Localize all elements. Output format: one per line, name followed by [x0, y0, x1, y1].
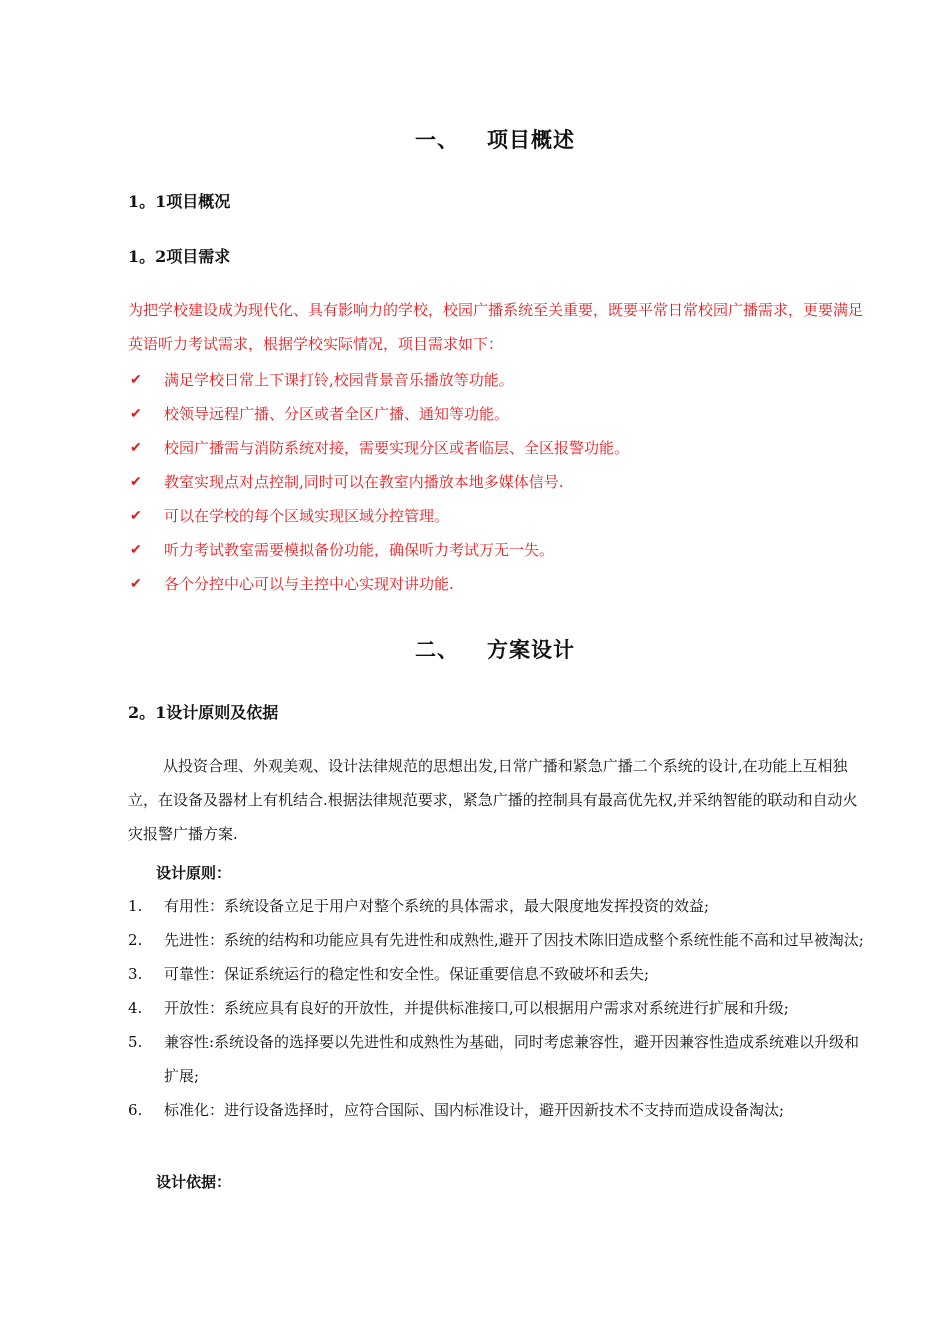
list-item: 6. 标准化：进行设备选择时，应符合国际、国内标准设计，避开因新技术不支持而造成设备淘汰;	[128, 1101, 785, 1119]
list-item: 5. 兼容性:系统设备的选择要以先进性和成熟性为基础，同时考虑兼容性，避开因兼容性造成系统难以升级和扩展;	[128, 1033, 860, 1085]
checkmark-icon: ✔	[130, 406, 142, 422]
subsection-2-1-heading: 2。1设计原则及依据	[128, 703, 279, 722]
list-item: ✔ 满足学校日常上下课打铃,校园背景音乐播放等功能。	[128, 363, 629, 397]
list-item: ✔ 听力考试教室需要模拟备份功能，确保听力考试万无一失。	[128, 533, 629, 567]
requirements-intro: 为把学校建设成为现代化、具有影响力的学校，校园广播系统至关重要，既要平常日常校园广播需求，更要满足英语听力考试需求，根据学校实际情况，项目需求如下：	[128, 301, 864, 353]
checkmark-icon: ✔	[130, 508, 142, 524]
section-1-title: 项目概述	[487, 127, 575, 152]
section-1-heading	[0, 124, 950, 154]
checkmark-icon: ✔	[130, 474, 142, 490]
section-2-heading	[0, 634, 950, 664]
section-2-title: 方案设计	[487, 637, 575, 662]
list-item: ✔ 校园广播需与消防系统对接，需要实现分区或者临层、全区报警功能。	[128, 431, 629, 465]
list-item: ✔ 教室实现点对点控制,同时可以在教室内播放本地多媒体信号.	[128, 465, 629, 499]
requirements-list	[128, 363, 629, 601]
subsection-1-2-heading: 1。2项目需求	[128, 247, 231, 266]
list-item: ✔ 校领导远程广播、分区或者全区广播、通知等功能。	[128, 397, 629, 431]
principles-list	[128, 889, 868, 1127]
section-2-number: 二、	[415, 637, 459, 662]
subsection-1-1-heading: 1。1项目概况	[128, 192, 231, 211]
design-paragraph: 从投资合理、外观美观、设计法律规范的思想出发,日常广播和紧急广播二个系统的设计,在功能上互相独立，在设备及器材上有机结合.根据法律规范要求，紧急广播的控制具有最高优先权,并采纳智能的联动和自动火灾报警广播方案.	[128, 757, 858, 843]
list-item: 2. 先进性：系统的结构和功能应具有先进性和成熟性,避开了因技术陈旧造成整个系统性能不高和过早被淘汰;	[128, 931, 864, 949]
checkmark-icon: ✔	[130, 440, 142, 456]
checkmark-icon: ✔	[130, 576, 142, 592]
principles-label: 设计原则：	[156, 864, 232, 882]
list-item: 4. 开放性：系统应具有良好的开放性，并提供标准接口,可以根据用户需求对系统进行扩展和升级;	[128, 999, 789, 1017]
list-item: 3. 可靠性：保证系统运行的稳定性和安全性。保证重要信息不致破坏和丢失;	[128, 965, 650, 983]
list-item: ✔ 可以在学校的每个区域实现区域分控管理。	[128, 499, 629, 533]
list-item: 1. 有用性：系统设备立足于用户对整个系统的具体需求，最大限度地发挥投资的效益;	[128, 897, 710, 915]
basis-label: 设计依据：	[156, 1173, 232, 1191]
section-1-number: 一、	[415, 127, 459, 152]
list-item: ✔ 各个分控中心可以与主控中心实现对讲功能.	[128, 567, 629, 601]
checkmark-icon: ✔	[130, 542, 142, 558]
checkmark-icon: ✔	[130, 372, 142, 388]
